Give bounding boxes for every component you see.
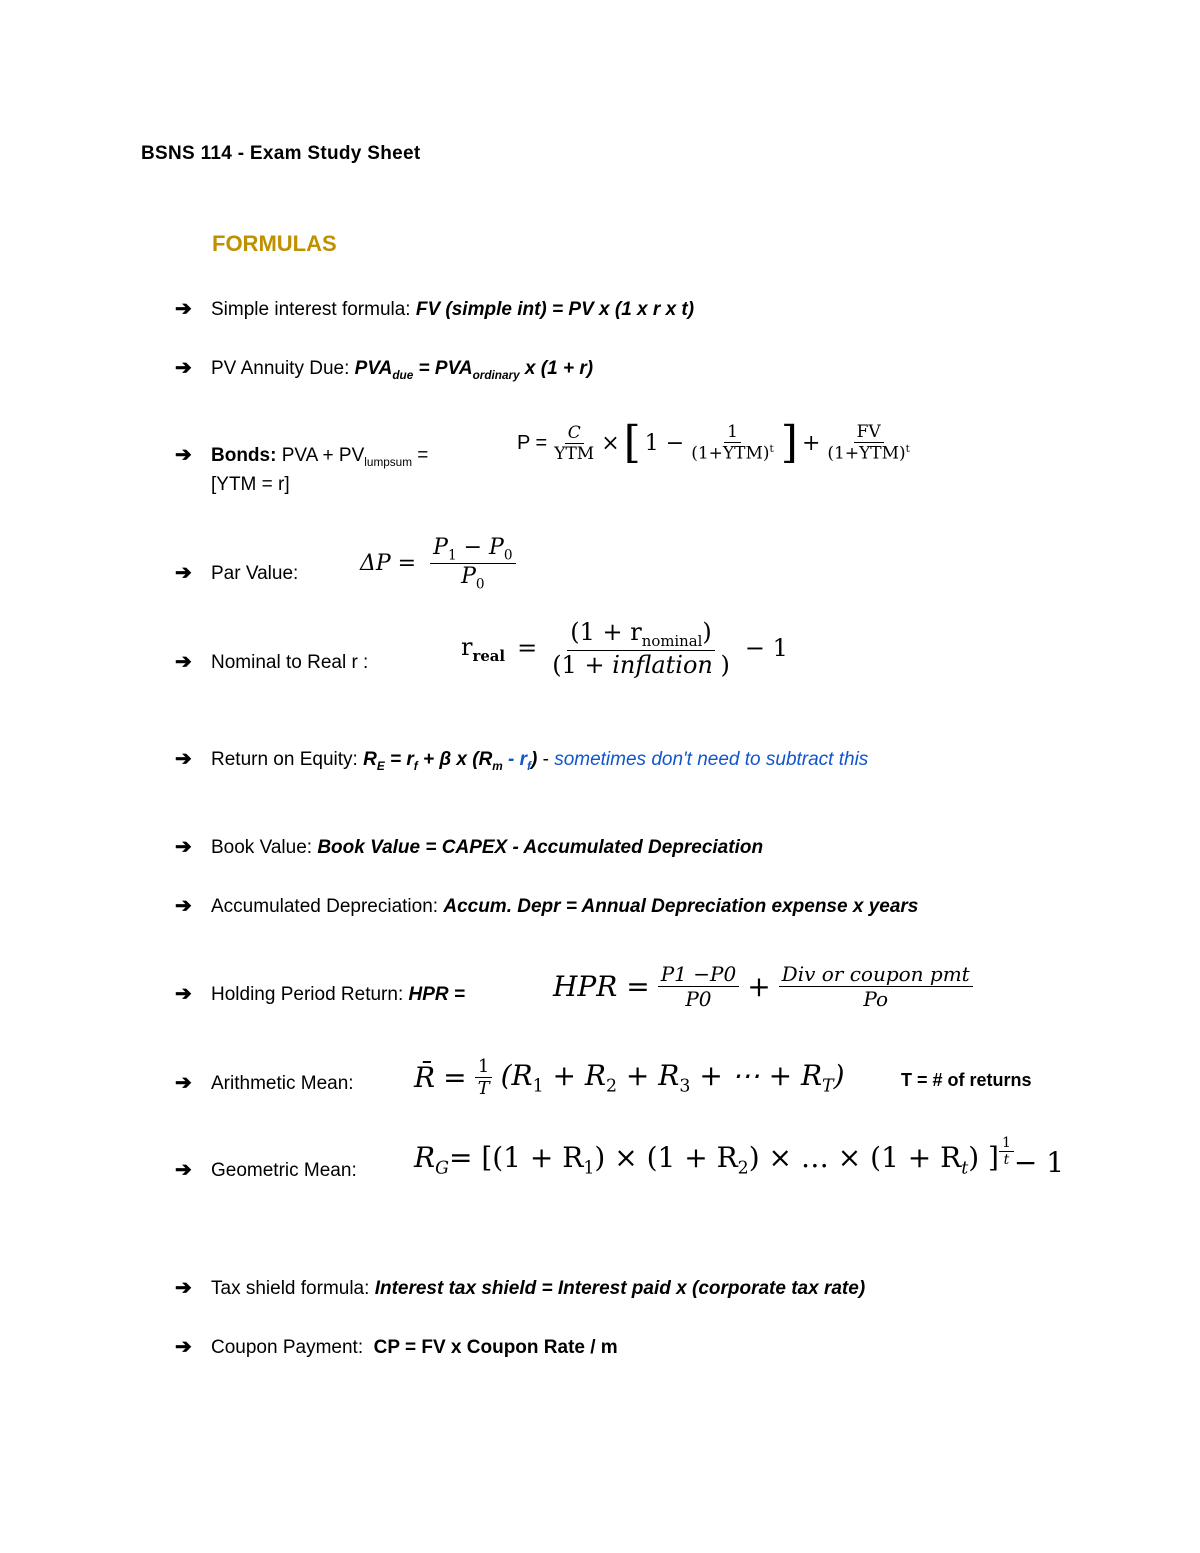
formula-label: PV Annuity Due: (211, 358, 355, 379)
arrow-icon: ➔ (175, 1277, 192, 1299)
arrow-icon: ➔ (175, 357, 192, 379)
formula-bonds (175, 442, 428, 469)
arithmetic-mean-note: T = # of returns (901, 1070, 1032, 1090)
arrow-icon: ➔ (175, 836, 192, 858)
formula-label: Return on Equity: (211, 749, 364, 770)
formula-label: PVA + $PV_{lumpsum}$ = (276, 445, 429, 469)
par-value-equation: ΔP = $\frac{P_1 - P_0}{P_0}$ (360, 535, 516, 593)
formula-arithmetic-mean (175, 1070, 354, 1095)
formula-nominal-to-real (175, 649, 368, 674)
formula-label: Nominal to Real r : (211, 652, 369, 673)
formula-label: Par Value: (211, 563, 299, 584)
formula-geometric-mean (175, 1157, 357, 1182)
formula-tax-shield (175, 1275, 865, 1300)
formula-book-value (175, 834, 763, 859)
formula-expression: $R_E = r_f + \beta$ x $(R_m - r_f)$ (363, 749, 538, 773)
formula-label-bold: Bonds: (211, 445, 277, 466)
formula-expression: Accum. Depr = Annual Depreciation expense x years (443, 896, 919, 917)
hpr-equation: HPR = $\frac{P1 -P0}{P0}$ + $\frac{\text{Div or coupon pmt}}{Po}$ (553, 962, 973, 1011)
arrow-icon: ➔ (175, 1072, 192, 1094)
bonds-equation: P = $\frac{C}{\text{YTM}}$ × [ 1 − $\frac{1}{(1+YTM)^t}$ ] + $\frac{FV}{(1+YTM)^t}$ (517, 417, 910, 468)
formula-simple-interest (175, 296, 694, 321)
formula-pv-annuity-due (175, 355, 593, 382)
arrow-icon: ➔ (175, 444, 192, 466)
formula-label: Tax shield formula: (211, 1278, 375, 1299)
formula-expression: CP = FV x Coupon Rate / m (373, 1337, 618, 1358)
arrow-icon: ➔ (175, 1159, 192, 1181)
formula-label: Coupon Payment: (211, 1337, 374, 1358)
formula-short: HPR = (408, 984, 465, 1005)
geometric-mean-equation: $R_G$ = [$(1 + R_1) \times (1 + R_2)$ × … × $(1 + R_t)$ ] $\frac{1}{t}$ − 1 (414, 1135, 1065, 1179)
arithmetic-mean-equation: R̄ = $\frac{1}{T}$ ($R_1 + R_2 + R_3$ + ⋯ + $R_T$) (414, 1056, 845, 1099)
page-title: BSNS 114 - Exam Study Sheet (141, 143, 421, 164)
formula-expression: FV (simple int) = PV x (1 x r x t) (415, 299, 695, 320)
formula-label: Arithmetic Mean: (211, 1073, 354, 1094)
formula-return-on-equity: ➔ Return on Equity: $R_E = r_f + \beta$ x $(R_m - r_f)$ - sometimes don't need to subtract this (175, 748, 869, 773)
formula-label: Book Value: (211, 837, 318, 858)
formula-expression: Interest tax shield = Interest paid x (corporate tax rate) (374, 1278, 866, 1299)
arrow-icon: ➔ (175, 895, 192, 917)
formula-expression: $PVA_{due} = PVA_{ordinary}$ x (1 + r) (354, 358, 594, 382)
formula-coupon-payment (175, 1334, 618, 1359)
arrow-icon: ➔ (175, 748, 192, 770)
formula-label: Simple interest formula: (211, 299, 416, 320)
arrow-icon: ➔ (175, 298, 192, 320)
formula-note: sometimes don't need to subtract this (554, 749, 869, 770)
formula-par-value (175, 560, 298, 585)
formula-holding-period-return (175, 981, 465, 1006)
formula-expression: Book Value = CAPEX - Accumulated Depreciation (317, 837, 764, 858)
arrow-icon: ➔ (175, 983, 192, 1005)
formula-accumulated-depreciation (175, 893, 918, 918)
section-heading: FORMULAS (212, 231, 337, 256)
formula-label: Holding Period Return: (211, 984, 409, 1005)
arrow-icon: ➔ (175, 651, 192, 673)
bonds-note: [YTM = r] (211, 474, 290, 495)
arrow-icon: ➔ (175, 562, 192, 584)
arrow-icon: ➔ (175, 1336, 192, 1358)
formula-label: Accumulated Depreciation: (211, 896, 444, 917)
formula-label: Geometric Mean: (211, 1160, 357, 1181)
nominal-to-real-equation: $r_{real}$ = $\frac{(1 + r_{nominal})}{\text{(1 + inflation )}}$ − 1 (461, 618, 788, 679)
